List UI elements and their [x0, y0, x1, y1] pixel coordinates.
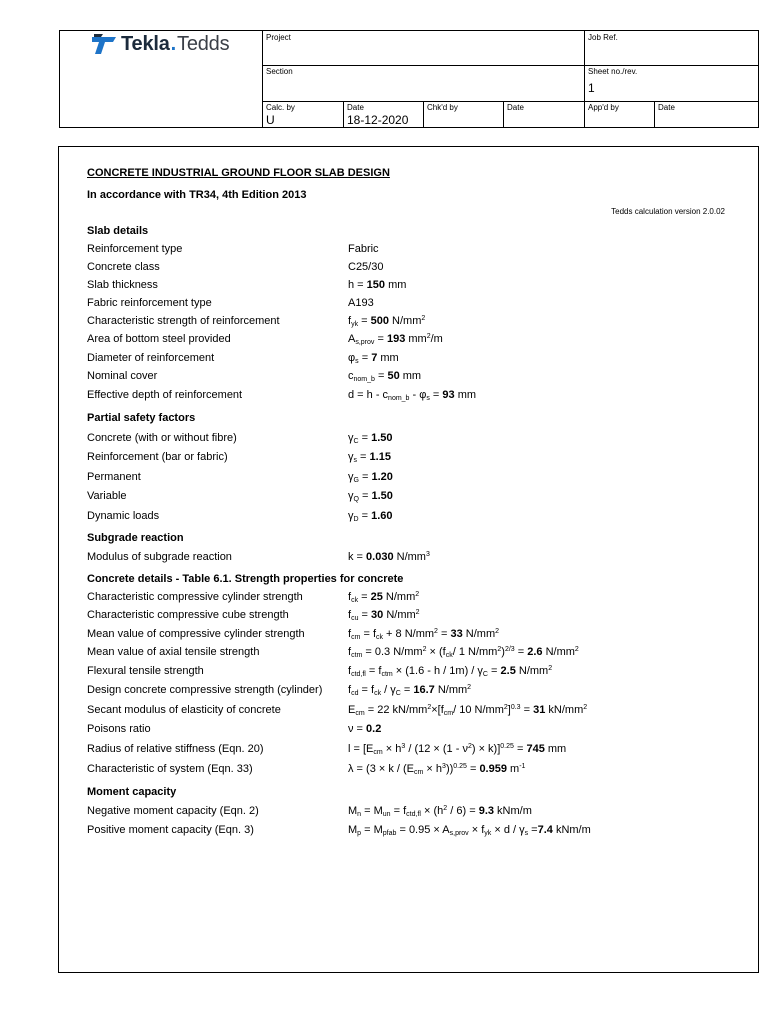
project-label: Project [266, 33, 291, 42]
label-variable: Variable [87, 490, 127, 502]
value-fcd: $f_{cd} = f_{ck} / \gamma_C = 16.7$ $N/mm^2$ [348, 684, 472, 697]
label-pos-moment: Positive moment capacity (Eqn. 3) [87, 824, 254, 836]
calc-by-label: Calc. by [266, 103, 295, 112]
label-char-strength-reinf: Characteristic strength of reinforcement [87, 315, 280, 327]
nu-value: 0.2 [366, 723, 382, 735]
label-radius: Radius of relative stiffness (Eqn. 20) [87, 743, 264, 755]
date3-label: Date [658, 103, 675, 112]
label-reinf-psf: Reinforcement (bar or fabric) [87, 451, 228, 463]
fcm-value: 33 [450, 628, 463, 640]
gamma-g-value: 1.20 [371, 471, 393, 483]
date2-cell [503, 101, 584, 127]
sheet-cell [584, 65, 758, 101]
l-value: 745 [526, 743, 545, 755]
value-k: k = 0.030 $N/mm^3$ [348, 551, 430, 563]
section-label: Section [266, 67, 293, 76]
label-fabric-type: Fabric reinforcement type [87, 297, 212, 309]
value-gamma-d: $\gamma_D = 1.60$ [348, 510, 393, 523]
value-fcm: $f_{cm} = f_{ck} + 8$ $N/mm^2 = 33$ $N/mm^2$ [348, 628, 500, 641]
label-diameter: Diameter of reinforcement [87, 352, 215, 364]
fctm-value: 2.6 [527, 646, 543, 658]
tekla-logo-icon [91, 34, 117, 56]
calc-version: Tedds calculation version 2.0.02 [611, 207, 725, 216]
label-permanent: Permanent [87, 471, 141, 483]
value-nu: ν = 0.2 [348, 723, 382, 735]
value-fck: $f_{ck} = 25$ $N/mm^2$ [348, 591, 420, 604]
gamma-c-value: 1.50 [371, 432, 393, 444]
value-ecm: $E_{cm} = 22$ $kN/mm^2\times[f_{cm}/$ 10 $N/mm^2]^{0.3} = 31$ $kN/mm^2$ [348, 704, 588, 717]
as-prov-value: 193 [386, 333, 406, 345]
job-ref-cell [584, 31, 758, 65]
value-l: $l = [E_{cm} \times h^3 / (12 \times (1 - \nu^2) \times k)]^{0.25} = 745$ mm [348, 743, 567, 756]
value-lambda: $\lambda = (3 \times k / (E_{cm} \times h^3))^{0.25} = 0.959$ $m^{-1}$ [348, 763, 526, 776]
date1-cell [343, 101, 423, 127]
logo-word-tedds: Tedds [177, 33, 230, 55]
value-gamma-c: $\gamma_C = 1.50$ [348, 432, 393, 445]
label-fck-cube: Characteristic compressive cube strength [87, 609, 289, 621]
mp-value: 7.4 [537, 824, 553, 836]
value-fyk: $f_{yk} = 500$ $N/mm^2$ [348, 315, 426, 328]
logo-dot: . [170, 33, 177, 55]
fck-value: 25 [370, 591, 383, 603]
label-dynamic: Dynamic loads [87, 510, 160, 522]
label-nominal-cover: Nominal cover [87, 370, 158, 382]
ecm-value: 31 [533, 704, 546, 716]
title-block [59, 30, 759, 128]
sheet-label: Sheet no./rev. [588, 67, 638, 76]
sheet-value: 1 [588, 81, 595, 95]
c-nom-value: 50 [387, 370, 400, 382]
label-slab-thickness: Slab thickness [87, 279, 158, 291]
logo-cell [60, 31, 263, 127]
date1-value: 18-12-2020 [347, 113, 409, 127]
value-concrete-class: C25/30 [348, 261, 384, 273]
k-value: 0.030 [366, 551, 394, 563]
value-mn: $M_n = M_{un} = f_{ctd,fl} \times (h^2 / 6) = 9.3$ kNm/m [348, 805, 532, 818]
value-gamma-q: $\gamma_Q = 1.50$ [348, 490, 393, 503]
section-heading-slab-details: Slab details [87, 225, 149, 237]
calculation-sheet [58, 146, 759, 973]
label-fctd: Flexural tensile strength [87, 665, 204, 677]
value-mp: $M_p = M_{pfab} = 0.95 \times A_{s,prov} \times f_{yk} \times d / \gamma_s =7.4$ kNm/m [348, 824, 591, 837]
label-modulus-subgrade: Modulus of subgrade reaction [87, 551, 232, 563]
phi-s-value: 7 [371, 352, 378, 364]
h-value: 150 [366, 279, 386, 291]
chkd-by-cell [423, 101, 503, 127]
value-gamma-s: $\gamma_s = 1.15$ [348, 451, 391, 464]
project-cell [262, 31, 584, 65]
lambda-value: 0.959 [479, 763, 507, 775]
label-fcd: Design concrete compressive strength (cylinder) [87, 684, 323, 696]
value-phi-s: $\varphi_s = 7$ mm [348, 352, 399, 365]
date3-cell [654, 101, 758, 127]
date1-label: Date [347, 103, 364, 112]
label-reinforcement-type: Reinforcement type [87, 243, 183, 255]
section-heading-partial-safety: Partial safety factors [87, 412, 196, 424]
mn-value: 9.3 [478, 805, 494, 817]
logo-word-tekla: Tekla [121, 33, 170, 55]
value-gamma-g: $\gamma_G = 1.20$ [348, 471, 393, 484]
label-char-system: Characteristic of system (Eqn. 33) [87, 763, 253, 775]
value-fabric-type: A193 [348, 297, 374, 309]
calc-by-cell [262, 101, 343, 127]
value-slab-thickness: h = 150 mm [348, 279, 407, 291]
label-fck-cyl: Characteristic compressive cylinder strength [87, 591, 303, 603]
label-fctm: Mean value of axial tensile strength [87, 646, 260, 658]
value-d: $d = h - c_{nom\_b} - \varphi_s = 93$ mm [348, 389, 477, 402]
gamma-d-value: 1.60 [371, 510, 393, 522]
label-concrete-psf: Concrete (with or without fibre) [87, 432, 237, 444]
section-heading-moment-capacity: Moment capacity [87, 786, 177, 798]
fyk-value: 500 [370, 315, 389, 327]
gamma-s-value: 1.15 [369, 451, 391, 463]
job-ref-label: Job Ref. [588, 33, 618, 42]
label-effective-depth: Effective depth of reinforcement [87, 389, 243, 401]
gamma-q-value: 1.50 [371, 490, 393, 502]
value-reinforcement-type: Fabric [348, 243, 379, 255]
tekla-tedds-logo [91, 33, 229, 56]
appd-by-label: App'd by [588, 103, 619, 112]
value-fctm: $f_{ctm} = 0.3$ $N/mm^2 \times (f_{ck}/$ 1 $N/mm^2)^{2/3} = 2.6$ $N/mm^2$ [348, 646, 579, 659]
value-c-nom: $c_{nom\_b} = 50$ mm [348, 370, 422, 383]
section-cell [262, 65, 584, 101]
d-value: 93 [442, 389, 455, 401]
fcu-value: 30 [371, 609, 384, 621]
fctd-value: 2.5 [500, 665, 516, 677]
calc-title: CONCRETE INDUSTRIAL GROUND FLOOR SLAB DESIGN [87, 167, 390, 179]
value-fctd: $f_{ctd,fl} = f_{ctm} \times (1.6 - h / 1m) / \gamma_C = 2.5$ $N/mm^2$ [348, 665, 553, 678]
calc-subtitle: In accordance with TR34, 4th Edition 2013 [87, 189, 307, 201]
label-poisson: Poisons ratio [87, 723, 151, 735]
value-as-prov: $A_{s,prov} = 193$ $mm^2/m$ [348, 333, 443, 346]
value-fcu: $f_{cu} = 30$ $N/mm^2$ [348, 609, 420, 622]
fcd-value: 16.7 [413, 684, 435, 696]
section-heading-concrete-details: Concrete details - Table 6.1. Strength properties for concrete [87, 573, 404, 585]
date2-label: Date [507, 103, 524, 112]
label-area-bottom-steel: Area of bottom steel provided [87, 333, 231, 345]
label-concrete-class: Concrete class [87, 261, 160, 273]
chkd-by-label: Chk'd by [427, 103, 458, 112]
label-ecm: Secant modulus of elasticity of concrete [87, 704, 281, 716]
label-neg-moment: Negative moment capacity (Eqn. 2) [87, 805, 259, 817]
calc-by-value: U [266, 113, 275, 127]
appd-by-cell [584, 101, 654, 127]
section-heading-subgrade: Subgrade reaction [87, 532, 184, 544]
label-fcm: Mean value of compressive cylinder strength [87, 628, 305, 640]
